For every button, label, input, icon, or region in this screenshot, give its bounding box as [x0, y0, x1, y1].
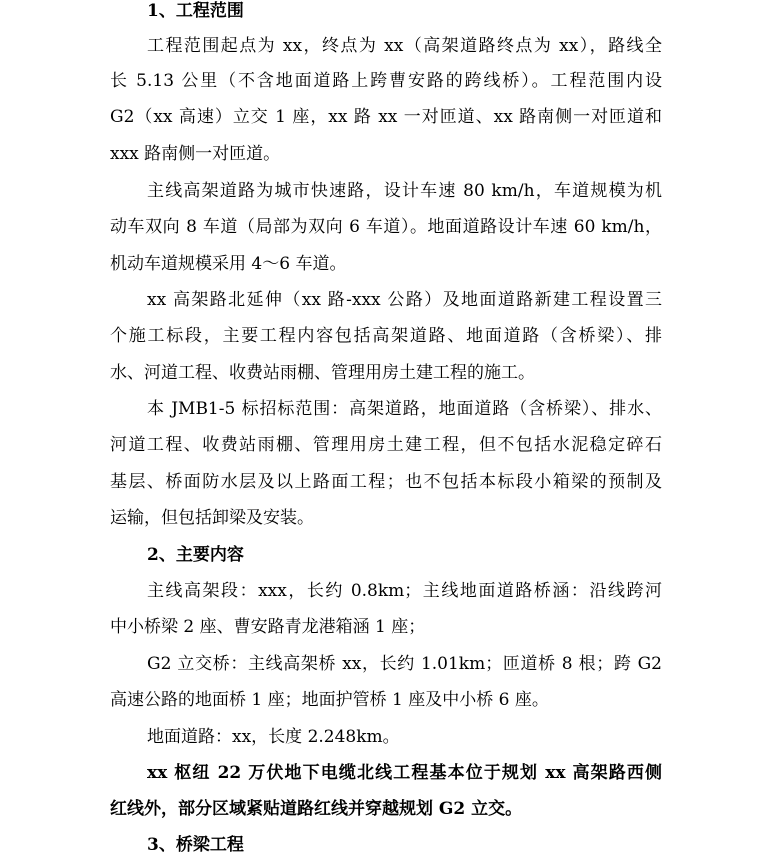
paragraph-line: 地面道路：xx，长度 2.248km。 [147, 727, 400, 747]
paragraph-line: 水、河道工程、收费站雨棚、管理用房土建工程的施工。 [110, 363, 535, 383]
paragraph-line: 个施工标段，主要工程内容包括高架道路、地面道路（含桥梁）、排 [110, 326, 662, 346]
paragraph-line: 长 5.13 公里（不含地面道路上跨曹安路的跨线桥）。工程范围内设 [110, 71, 662, 91]
paragraph-line: 主线高架段：xxx，长约 0.8km；主线地面道路桥涵：沿线跨河 [147, 581, 662, 601]
section-heading-bridge-works: 3、桥梁工程 [147, 835, 244, 855]
bold-paragraph-line: 红线外，部分区域紧贴道路红线并穿越规划 G2 立交。 [110, 799, 523, 819]
paragraph-line: 中小桥梁 2 座、曹安路青龙港箱涵 1 座； [110, 617, 426, 637]
paragraph-line: G2（xx 高速）立交 1 座，xx 路 xx 一对匝道、xx 路南侧一对匝道和 [110, 107, 662, 127]
section-heading-main-content: 2、主要内容 [147, 545, 244, 565]
bold-paragraph-line: xx 枢纽 22 万伏地下电缆北线工程基本位于规划 xx 高架路西侧 [147, 763, 662, 783]
paragraph-line: 基层、桥面防水层及以上路面工程；也不包括本标段小箱梁的预制及 [110, 472, 662, 492]
paragraph-line: 工程范围起点为 xx，终点为 xx（高架道路终点为 xx），路线全 [147, 36, 662, 56]
paragraph-line: 机动车道规模采用 4～6 车道。 [110, 254, 347, 274]
paragraph-line: 本 JMB1-5 标招标范围：高架道路，地面道路（含桥梁）、排水、 [147, 399, 662, 419]
paragraph-line: 河道工程、收费站雨棚、管理用房土建工程，但不包括水泥稳定碎石 [110, 435, 662, 455]
paragraph-line: 动车双向 8 车道（局部为双向 6 车道）。地面道路设计车速 60 km/h， [110, 217, 662, 237]
paragraph-line: G2 立交桥：主线高架桥 xx，长约 1.01km；匝道桥 8 根；跨 G2 [147, 654, 662, 674]
paragraph-line: xx 高架路北延伸（xx 路-xxx 公路）及地面道路新建工程设置三 [147, 290, 662, 310]
paragraph-line: 高速公路的地面桥 1 座；地面护管桥 1 座及中小桥 6 座。 [110, 690, 549, 710]
paragraph-line: xxx 路南侧一对匝道。 [110, 144, 281, 164]
paragraph-line: 运输，但包括卸梁及安装。 [110, 508, 314, 528]
section-heading-scope: 1、工程范围 [147, 1, 244, 21]
paragraph-line: 主线高架道路为城市快速路，设计车速 80 km/h，车道规模为机 [147, 181, 662, 201]
